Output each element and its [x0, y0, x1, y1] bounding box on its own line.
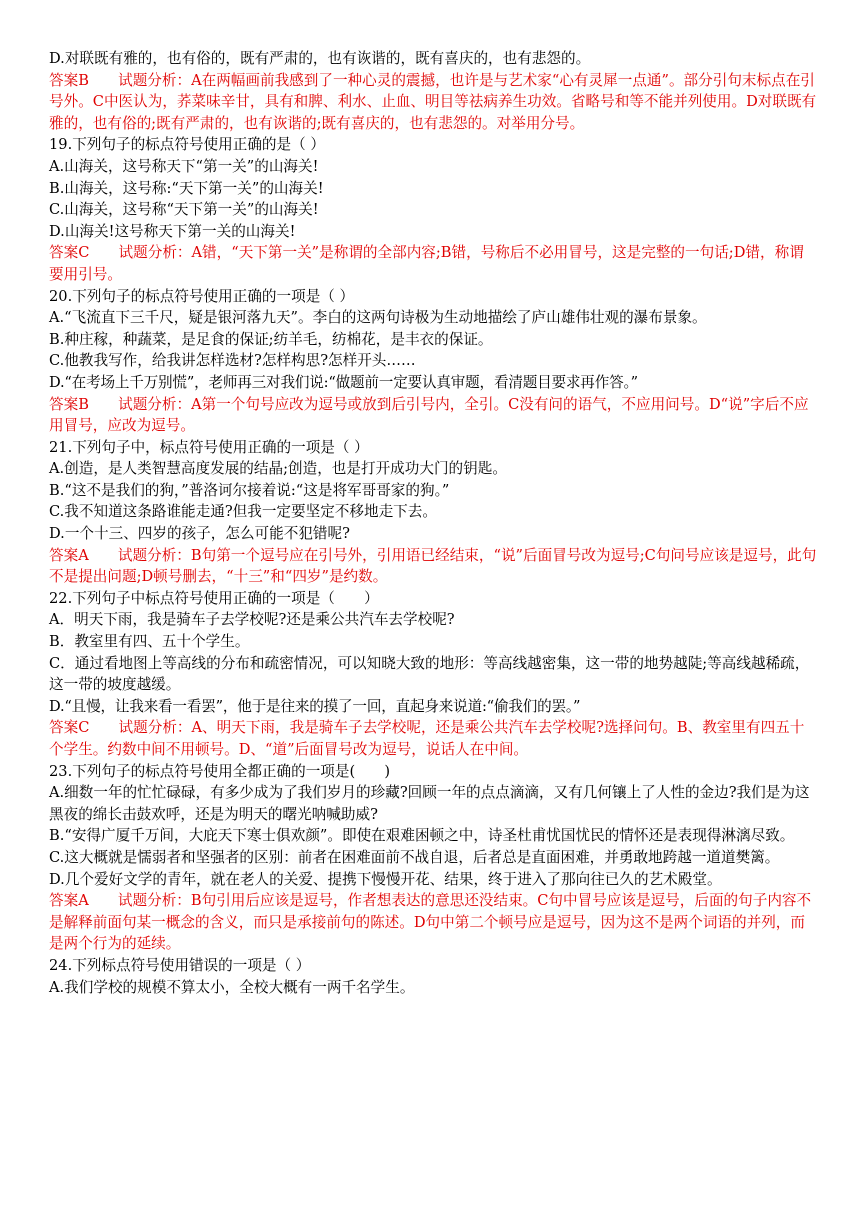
answer-23: 答案A 试题分析：B句引用后应该是逗号，作者想表达的意思还没结束。C句中冒号应该是逗号，后面的句子内容不是解释前面句某一概念的含义，而只是承接前句的陈述。D句中第二个顿号应是逗号，因为这不是两个词语的并列，而是两个行为的延续。	[49, 892, 812, 953]
option-22-d: D.“且慢，让我来看一看罢”，他于是往来的摸了一回，直起身来说道:“偷我们的罢。”	[49, 697, 581, 715]
option-20-a: A.“飞流直下三千尺，疑是银河落九天”。李白的这两句诗极为生动地描绘了庐山雄伟壮观的瀑布景象。	[49, 309, 707, 327]
option-23-c: C.这大概就是懦弱者和坚强者的区别：前者在困难面前不战自退，后者总是直面困难，并勇敢地跨越一道道樊篱。	[49, 848, 780, 866]
document-body	[49, 48, 817, 998]
option-21-c: C.我不知道这条路谁能走通?但我一定要坚定不移地走下去。	[49, 503, 437, 521]
question-24: 24.下列标点符号使用错误的一项是（ ）	[49, 956, 311, 974]
answer-18: 答案B 试题分析：A在两幅画前我感到了一种心灵的震撼，也许是与艺术家“心有灵犀一点通”。部分引句末标点在引号外。C中医认为，荞菜味辛甘，具有和脾、利水、止血、明目等祛病养生功效。省略号和等不能并列使用。D对联既有雅的，也有俗的;既有严肃的，也有诙谐的;既有喜庆的，也有悲怨的。对举用分号。	[49, 71, 817, 132]
option-19-a: A.山海关，这号称天下“第一关”的山海关!	[49, 157, 319, 175]
option-22-b: B．教室里有四、五十个学生。	[49, 633, 250, 651]
option-21-b: B.“这不是我们的狗，”普洛诃尔接着说:“这是将军哥哥家的狗。”	[49, 481, 450, 499]
question-19: 19.下列句子的标点符号使用正确的是（ ）	[49, 136, 325, 154]
answer-20: 答案B 试题分析：A第一个句号应改为逗号或放到后引号内，全引。C没有问的语气，不应用问号。D“说”字后不应用冒号，应改为逗号。	[49, 395, 809, 435]
question-23: 23.下列句子的标点符号使用全都正确的一项是( )	[49, 762, 391, 780]
answer-21: 答案A 试题分析：B句第一个逗号应在引号外，引用语已经结束，“说”后面冒号改为逗号;C句问号应该是逗号，此句不是提出问题;D顿号删去，“十三”和“四岁”是约数。	[49, 546, 817, 586]
option-21-d: D.一个十三、四岁的孩子，怎么可能不犯错呢?	[49, 525, 350, 543]
question-21: 21.下列句子中，标点符号使用正确的一项是（ ）	[49, 438, 369, 456]
option-19-b: B.山海关，这号称:“天下第一关”的山海关!	[49, 179, 324, 197]
option-19-c: C.山海关，这号称“天下第一关”的山海关!	[49, 201, 319, 219]
option-23-d: D.几个爱好文学的青年，就在老人的关爱、提携下慢慢开花、结果，终于进入了那向往已久的艺术殿堂。	[49, 870, 722, 888]
question-20: 20.下列句子的标点符号使用正确的一项是（ ）	[49, 287, 355, 305]
option-24-a: A.我们学校的规模不算太小，全校大概有一两千名学生。	[49, 978, 415, 996]
option-20-b: B.种庄稼，种蔬菜，是足食的保证;纺羊毛，纺棉花，是丰衣的保证。	[49, 330, 493, 348]
option-23-a: A.细数一年的忙忙碌碌，有多少成为了我们岁月的珍藏?回顾一年的点点滴滴，又有几何镶上了人性的金边?我们是为这黑夜的绵长击鼓欢呼，还是为明天的曙光呐喊助威?	[49, 784, 810, 823]
option-20-d: D.“在考场上千万别慌”，老师再三对我们说:“做题前一定要认真审题，看清题目要求再作答。”	[49, 373, 638, 391]
option-21-a: A.创造，是人类智慧高度发展的结晶;创造，也是打开成功大门的钥匙。	[49, 460, 507, 478]
answer-22: 答案C 试题分析：A、明天下雨，我是骑车子去学校呢，还是乘公共汽车去学校呢?选择问句。B、教室里有四五十个学生。约数中间不用顿号。D、“道”后面冒号改为逗号，说话人在中间。	[49, 719, 805, 758]
option-23-b: B.“安得广厦千万间，大庇天下寒士俱欢颜”。即使在艰难困顿之中，诗圣杜甫忧国忧民的情怀还是表现得淋漓尽致。	[49, 827, 795, 845]
option-22-c: C．通过看地图上等高线的分布和疏密情况，可以知晓大致的地形：等高线越密集，这一带的地势越陡;等高线越稀疏，这一带的坡度越缓。	[49, 654, 810, 694]
question-22: 22.下列句子中标点符号使用正确的一项是（ ）	[49, 589, 379, 607]
option-18-d: D.对联既有雅的，也有俗的，既有严肃的，也有诙谐的，既有喜庆的，也有悲怨的。	[49, 50, 591, 67]
option-22-a: A．明天下雨，我是骑车子去学校呢?还是乘公共汽车去学校呢?	[49, 611, 455, 629]
answer-19: 答案C 试题分析：A错，“天下第一关”是称谓的全部内容;B错，号称后不必用冒号，这是完整的一句话;D错，称谓要用引号。	[49, 244, 804, 283]
option-20-c: C.他教我写作，给我讲怎样选材?怎样构思?怎样开头……	[49, 352, 416, 370]
option-19-d: D.山海关!这号称天下第一关的山海关!	[49, 222, 296, 240]
